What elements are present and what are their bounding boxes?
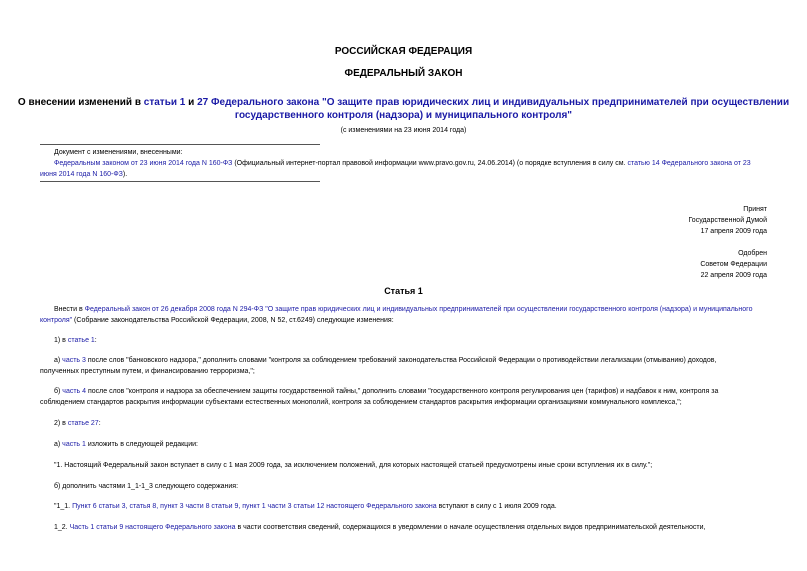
article-heading: Статья 1 xyxy=(384,286,423,296)
adopted-line: 17 апреля 2009 года xyxy=(700,228,767,235)
item-text: : xyxy=(94,337,97,344)
quote-1: "1. Настоящий Федеральный закон вступает в силу с 1 мая 2009 года, за исключением положений, для которых настоящей статьей предусмотрены иные сроки вступления их в силу."; xyxy=(54,462,653,469)
quote-1-2 xyxy=(40,522,770,533)
intro-text: (Собрание законодательства Российской Федерации, 2008, N 52, ст.6249) следующие изменения: xyxy=(72,317,394,324)
edition-note: (с изменениями на 23 июня 2014 года) xyxy=(340,127,467,134)
country-heading: РОССИЙСКАЯ ФЕДЕРАЦИЯ xyxy=(334,46,473,57)
item-2 xyxy=(54,418,101,429)
changes-lead: Документ с изменениями, внесенными: xyxy=(54,149,183,156)
item-text: изложить в следующей редакции: xyxy=(85,441,198,448)
item-text: б) xyxy=(54,388,63,395)
link-part-3[interactable]: часть 3 xyxy=(62,357,86,364)
adopted-block xyxy=(688,204,767,281)
changes-link-article[interactable]: статью 14 Федерального закона от 23 xyxy=(627,160,751,167)
divider-top xyxy=(40,144,320,145)
title-text: О внесении изменений в xyxy=(17,97,144,108)
item-text: в части соответствия сведений, содержащихся в уведомлении о начале осуществления отдельных видов предпринимательской деятельности, xyxy=(235,524,706,531)
doc-type-heading: ФЕДЕРАЛЬНЫЙ ЗАКОН xyxy=(344,68,463,79)
approved-line: Одобрен xyxy=(738,250,767,257)
item-text: а) xyxy=(54,441,63,448)
approved-line: Советом Федерации xyxy=(700,261,767,268)
item-1b xyxy=(40,386,770,408)
divider-bottom xyxy=(40,181,320,182)
item-text: после слов "контроля и надзора за обеспечением защиты государственной тайны," дополнить словами "государственного контроля регулирования цен (тарифов) и надбавок к ним, контроля за xyxy=(86,388,719,395)
link-article-1[interactable]: статье 1 xyxy=(67,337,95,344)
changes-text-part: (Официальный интернет-портал правовой информации www.pravo.gov.ru, 24.06.2014) (о порядке вступления в силу см. xyxy=(232,160,628,167)
item-2a xyxy=(54,439,198,450)
link-part-4[interactable]: часть 4 xyxy=(62,388,87,395)
item-text: соблюдением стандартов раскрытия информации субъектами естественных монополий, контроля за соблюдением стандартов раскрытия информации организациями коммунального комплекса,"; xyxy=(40,399,682,406)
link-part-1[interactable]: часть 1 xyxy=(62,441,86,448)
article-intro xyxy=(40,304,770,326)
intro-link-law-cont[interactable]: контроля" xyxy=(40,317,73,324)
intro-text: Внести в xyxy=(54,306,85,313)
item-text: 2) в xyxy=(54,420,68,427)
title-link-article-1[interactable]: статьи 1 xyxy=(143,97,186,108)
intro-link-law[interactable]: Федеральный закон от 26 декабря 2008 года N 294-ФЗ "О защите прав юридических лиц и индивидуальных предпринимателей при осуществлении государственного контроля (надзора) и муниципального xyxy=(84,306,753,313)
title-link-law-cont[interactable]: государственного контроля (надзора) и муниципального контроля" xyxy=(234,110,573,121)
item-text: 1_2. xyxy=(54,524,70,531)
adopted-line: Принят xyxy=(743,206,767,213)
item-text: : xyxy=(98,420,101,427)
approved-line: 22 апреля 2009 года xyxy=(700,272,767,279)
changes-link-article-cont[interactable]: июня 2014 года N 160-ФЗ xyxy=(40,171,123,178)
changes-text xyxy=(40,158,770,180)
item-1a xyxy=(40,355,770,377)
changes-block xyxy=(40,147,770,180)
changes-text-part: ). xyxy=(122,171,128,178)
changes-link-law[interactable]: Федеральным законом от 23 июня 2014 года N 160-ФЗ xyxy=(54,160,233,167)
title-link-law[interactable]: Федерального закона "О защите прав юридических лиц и индивидуальных предпринимателей при осуществлении xyxy=(210,97,790,108)
link-provisions[interactable]: Пункт 6 статьи 3, статья 8, пункт 3 части 8 статьи 9, пункт 1 части 3 статьи 12 настоящего Федерального закона xyxy=(72,503,437,510)
item-text: а) xyxy=(54,357,63,364)
adopted-line: Государственной Думой xyxy=(688,217,767,224)
quote-1-1 xyxy=(54,501,770,512)
link-part-1-article-9[interactable]: Часть 1 статьи 9 настоящего Федерального закона xyxy=(69,524,236,531)
item-text: полученных преступным путем, и финансированию терроризма,"; xyxy=(40,368,255,375)
item-text: вступают в силу с 1 июля 2009 года. xyxy=(436,503,557,510)
link-article-27[interactable]: статье 27 xyxy=(67,420,99,427)
item-text: 1) в xyxy=(54,337,68,344)
item-2b: б) дополнить частями 1_1-1_3 следующего содержания: xyxy=(54,483,239,490)
title-link-article-27[interactable]: 27 xyxy=(197,97,209,108)
item-1 xyxy=(54,335,97,346)
item-text: "1_1. xyxy=(54,503,73,510)
law-title xyxy=(0,96,807,122)
title-text: и xyxy=(185,97,198,108)
item-text: после слов "банковского надзора," дополнить словами "контроля за соблюдением требований законодательства Российской Федерации о противодействии легализации (отмыванию) доходов, xyxy=(85,357,717,364)
